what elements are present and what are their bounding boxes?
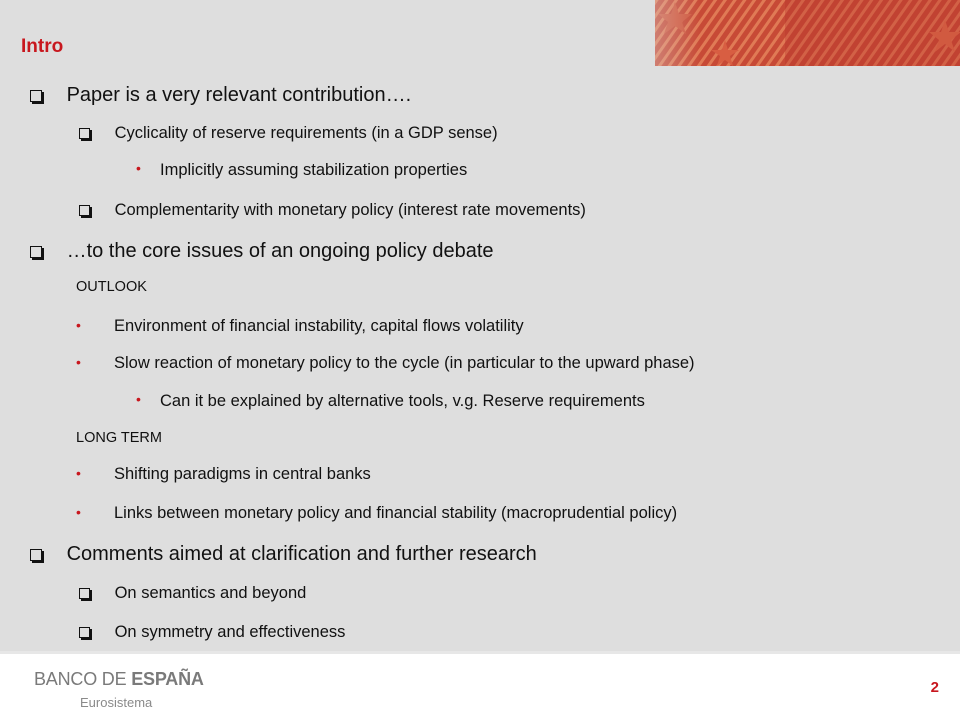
checkbox-bullet-icon: [79, 205, 90, 216]
dot-bullet-icon: •: [76, 354, 81, 370]
list-item: [79, 584, 306, 603]
checkbox-bullet-icon: [30, 90, 42, 102]
section-heading-long-term: LONG TERM: [76, 430, 162, 446]
bullet-text: …to the core issues of an ongoing policy debate: [66, 240, 494, 262]
bullet-text: Complementarity with monetary policy (interest rate movements): [114, 201, 586, 219]
list-item: [30, 543, 537, 566]
dot-bullet-icon: •: [76, 465, 81, 481]
logo-text-part2: ESPAÑA: [131, 669, 204, 689]
bullet-text: Slow reaction of monetary policy to the cycle (in particular to the upward phase): [114, 354, 695, 372]
logo-subtitle: Eurosistema: [80, 695, 153, 710]
list-item: [76, 465, 371, 484]
list-item: [79, 201, 586, 220]
dot-bullet-icon: •: [76, 504, 81, 520]
logo-text-part1: BANCO DE: [34, 669, 132, 689]
footer-divider: [0, 651, 960, 654]
list-item: [79, 124, 498, 143]
checkbox-bullet-icon: [79, 588, 90, 599]
list-item: [30, 84, 411, 107]
bullet-text: Environment of financial instability, capital flows volatility: [114, 317, 524, 335]
bullet-text: On symmetry and effectiveness: [114, 623, 346, 641]
bullet-text: Links between monetary policy and financial stability (macroprudential policy): [114, 504, 678, 522]
list-item: [76, 354, 695, 373]
list-item: [136, 160, 468, 180]
list-item: [79, 623, 345, 642]
dot-bullet-icon: •: [76, 317, 81, 333]
checkbox-bullet-icon: [30, 246, 42, 258]
bank-logo: [34, 669, 204, 690]
bullet-text: On semantics and beyond: [114, 584, 307, 602]
page-number: 2: [930, 679, 939, 696]
dot-bullet-icon: •: [136, 391, 141, 407]
checkbox-bullet-icon: [79, 128, 90, 139]
list-item: [30, 240, 494, 263]
list-item: [136, 391, 645, 411]
list-item: [76, 317, 524, 336]
bullet-text: Implicitly assuming stabilization properties: [160, 161, 468, 179]
checkbox-bullet-icon: [79, 627, 90, 638]
checkbox-bullet-icon: [30, 549, 42, 561]
section-heading-outlook: OUTLOOK: [76, 279, 147, 295]
list-item: [76, 504, 678, 523]
bullet-text: Can it be explained by alternative tools, v.g. Reserve requirements: [160, 392, 645, 410]
dot-bullet-icon: •: [136, 160, 141, 176]
bullet-text: Paper is a very relevant contribution….: [66, 84, 412, 106]
bullet-text: Shifting paradigms in central banks: [114, 465, 371, 483]
flag-banner-image: [655, 0, 960, 66]
bullet-text: Cyclicality of reserve requirements (in a GDP sense): [114, 124, 498, 142]
bullet-text: Comments aimed at clarification and further research: [66, 543, 537, 565]
slide-title: Intro: [21, 36, 64, 57]
